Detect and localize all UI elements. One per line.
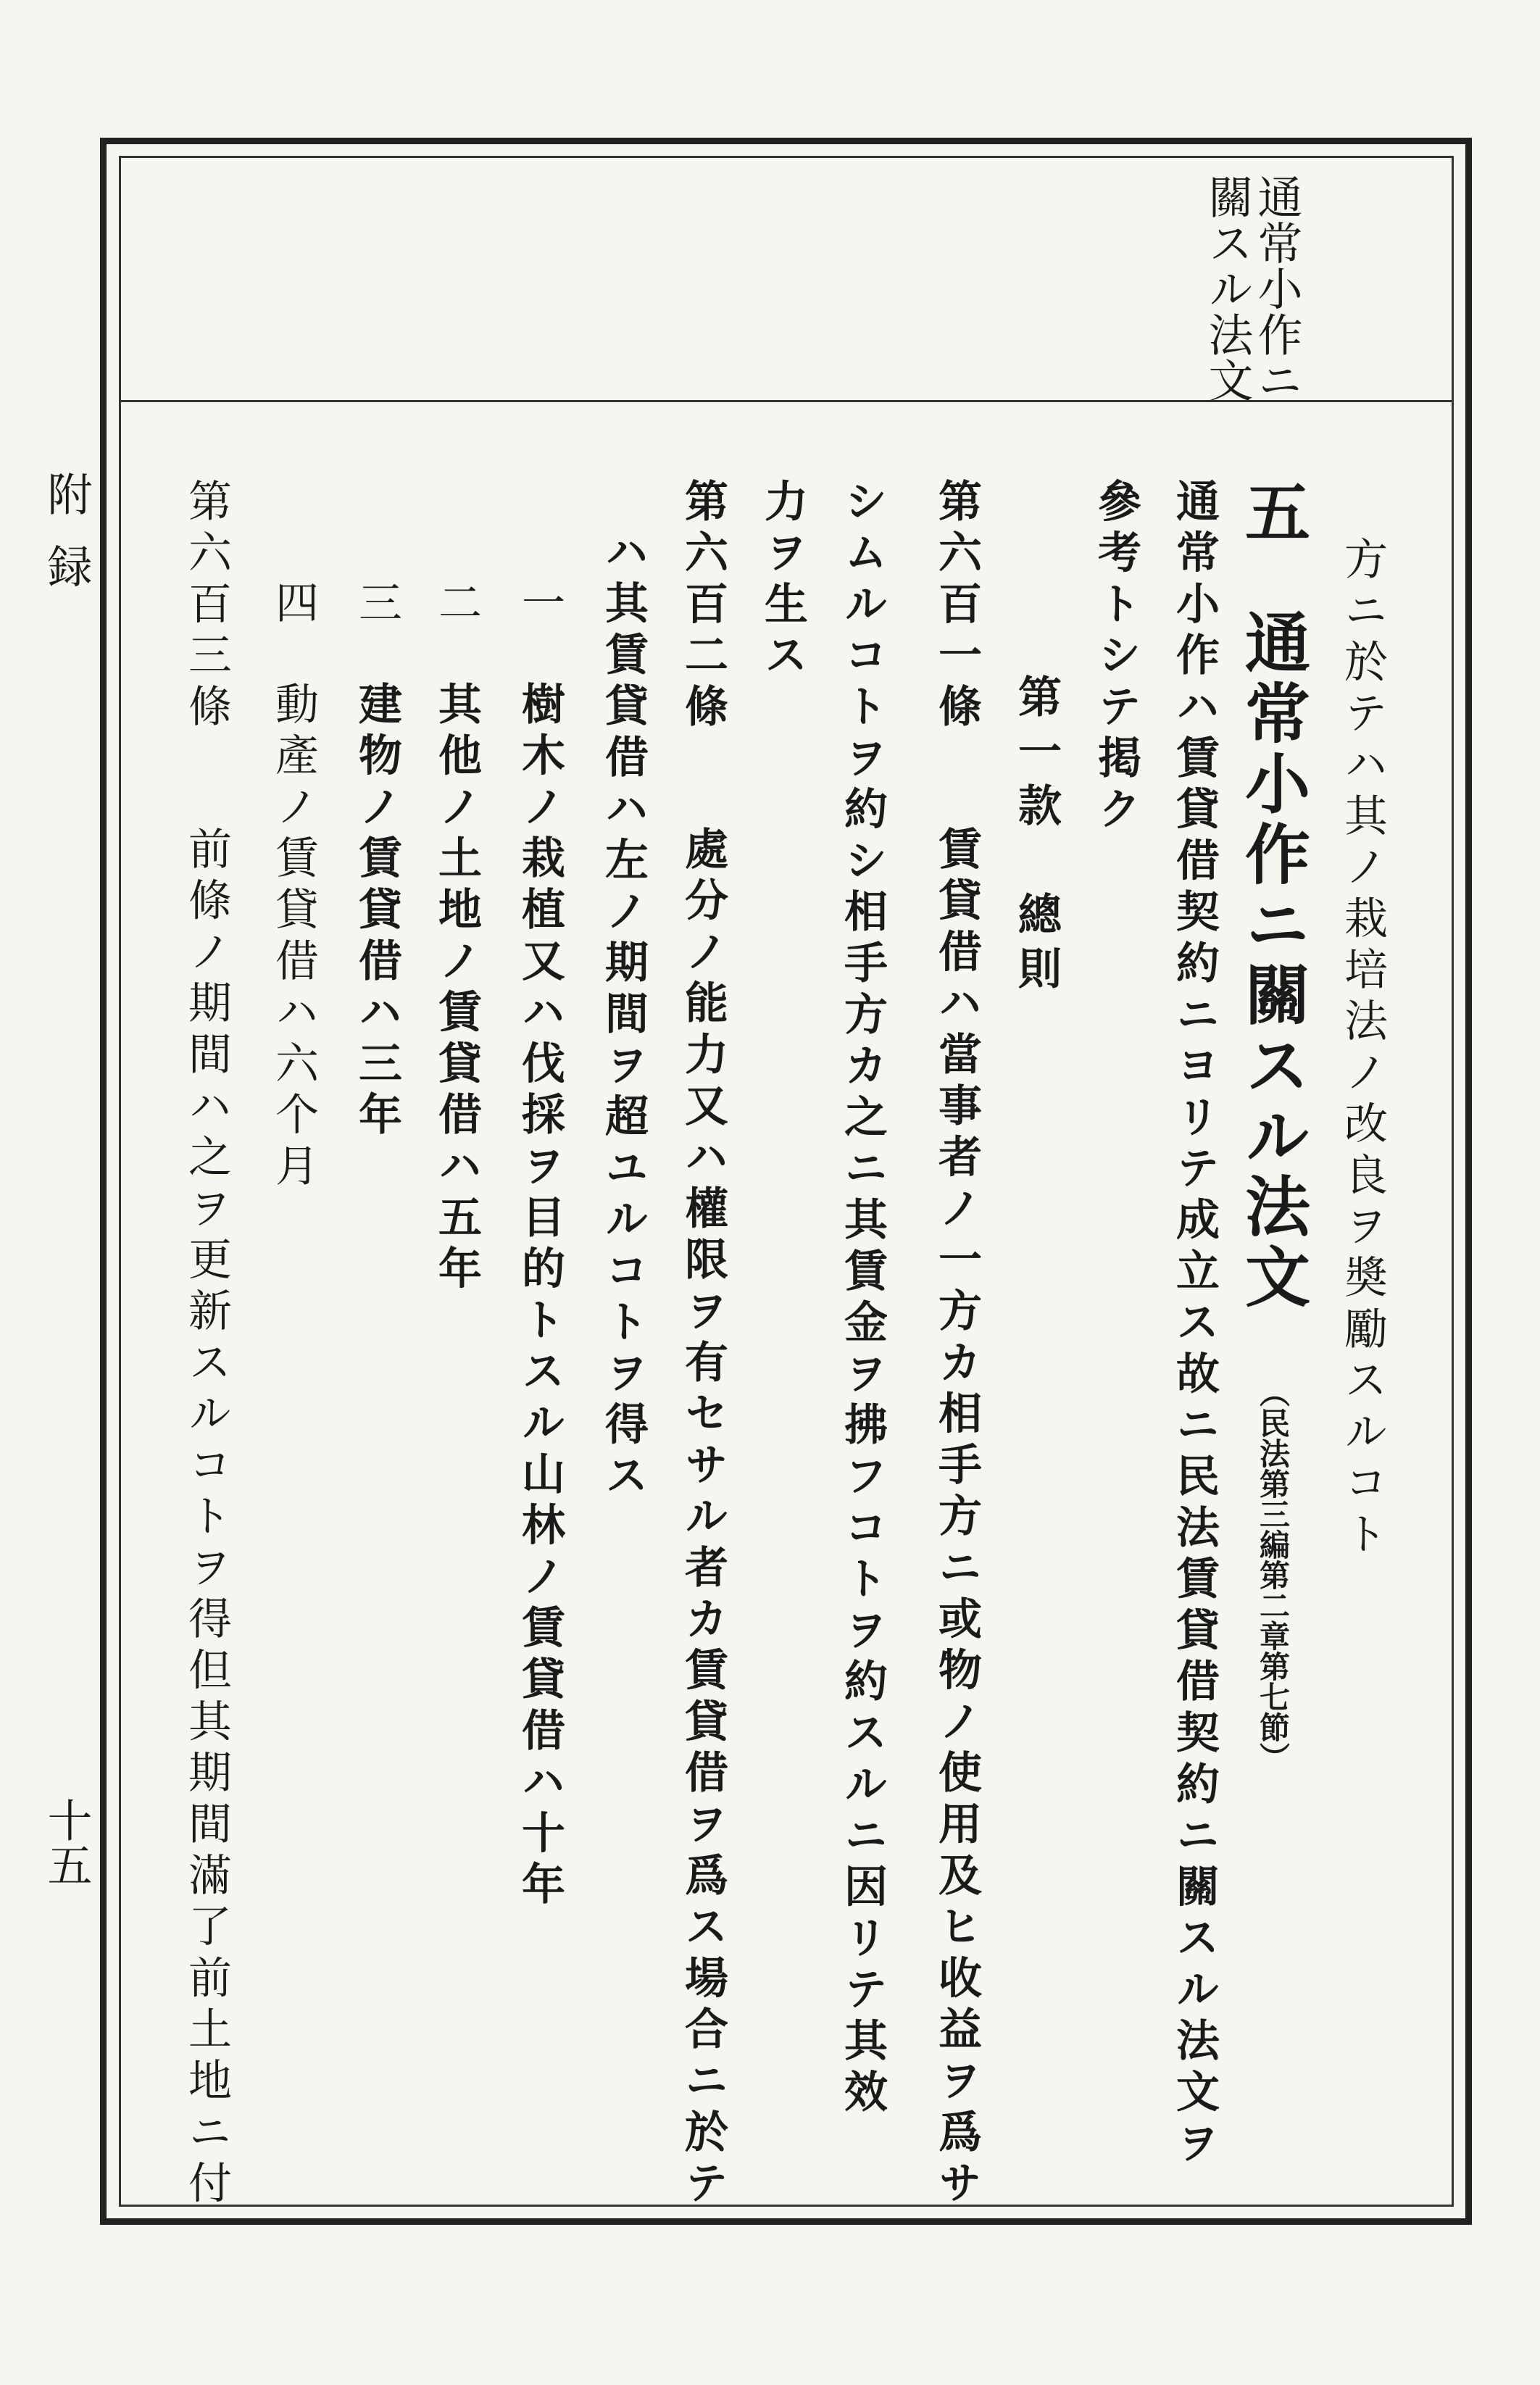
page-number: 十五 bbox=[40, 1797, 93, 1887]
appendix-label: 附録 bbox=[40, 471, 93, 615]
article-602-text: 處分ノ能力又ハ權限ヲ有セサル者カ賃貸借ヲ爲ス場合ニ於テ bbox=[678, 826, 728, 2212]
item-4-number: 四 bbox=[268, 580, 319, 631]
article-602-heading: 第六百二條 bbox=[678, 478, 728, 735]
section-number: 五 bbox=[1233, 478, 1310, 549]
item-1-text: 樹木ノ栽植又ハ伐採ヲ目的トスル山林ノ賃貸借ハ十年 bbox=[515, 681, 565, 1913]
item-2-text: 其他ノ土地ノ賃貸借ハ五年 bbox=[431, 681, 482, 1297]
article-603-heading: 第六百三條 bbox=[181, 478, 232, 735]
subsection-heading: 第一款 總則 bbox=[1011, 674, 1062, 1000]
running-header-line-2: 關スル法文 bbox=[1201, 174, 1254, 404]
article-603-text: 前條ノ期間ハ之ヲ更新スルコトヲ得但其期間滿了前土地ニ付 bbox=[181, 826, 232, 2212]
section-source-note: （民法第三編第二章第七節） bbox=[1255, 1377, 1291, 1773]
continuation-line: 方ニ於テハ其ノ栽培法ノ改良ヲ奬勵スルコト bbox=[1337, 536, 1388, 1562]
article-601-heading: 第六百一條 bbox=[931, 478, 982, 735]
item-1-number: 一 bbox=[515, 580, 565, 631]
item-3-number: 三 bbox=[351, 580, 402, 631]
item-3-text: 建物ノ賃貸借ハ三年 bbox=[351, 681, 402, 1144]
article-602-continuation: ハ其賃貸借ハ左ノ期間ヲ超ユルコトヲ得ス bbox=[598, 529, 649, 1504]
item-2-number: 二 bbox=[431, 580, 482, 631]
section-title: 通常小作ニ關スル法文 bbox=[1233, 609, 1310, 1313]
article-601-text: 賃貸借ハ當事者ノ一方カ相手方ニ或物ノ使用及ヒ收益ヲ爲サ bbox=[931, 826, 982, 2212]
intro-line-2: 參考トシテ掲ク bbox=[1091, 478, 1141, 838]
intro-line-1: 通常小作ハ賃貸借契約ニヨリテ成立ス故ニ民法賃貸借契約ニ關スル法文ヲ bbox=[1169, 478, 1220, 2172]
article-601-continuation-2: 力ヲ生ス bbox=[757, 478, 808, 684]
article-601-continuation-1: シムルコトヲ約シ相手方カ之ニ其賃金ヲ拂フコトヲ約スルニ因リテ其效 bbox=[837, 478, 888, 2120]
running-header-line-1: 通常小作ニ bbox=[1250, 174, 1303, 404]
item-4-text: 動產ノ賃貸借ハ六个月 bbox=[268, 681, 319, 1194]
